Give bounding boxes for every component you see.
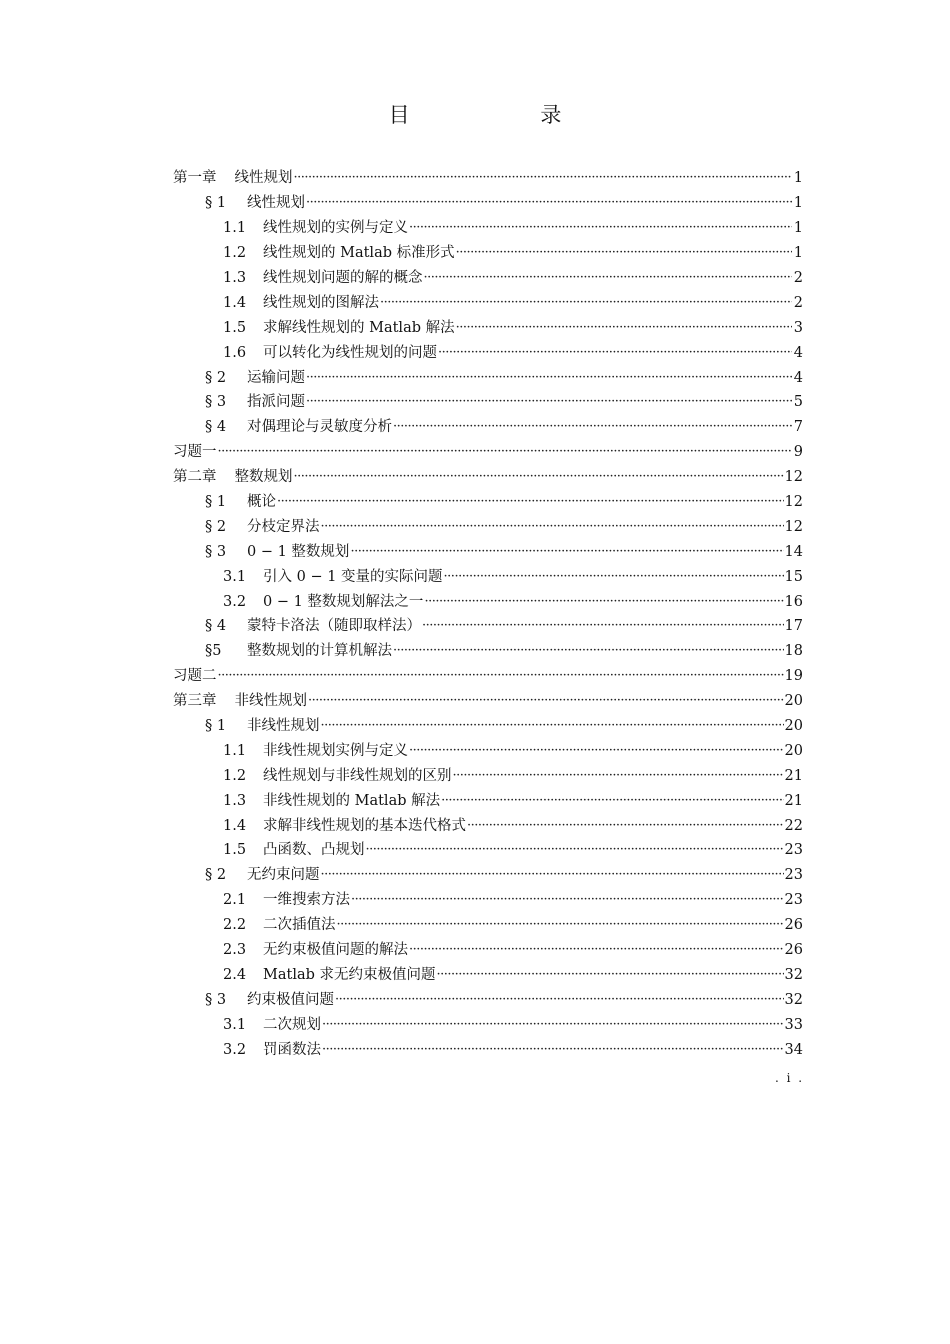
- toc-subsection-row[interactable]: [173, 938, 803, 963]
- toc-section-row[interactable]: [173, 191, 803, 216]
- dot-leader: [456, 319, 792, 337]
- toc-page-number: 20: [784, 742, 803, 759]
- toc-number: 3.2: [223, 1041, 247, 1058]
- toc-number: 1.1: [223, 220, 247, 237]
- dot-leader: [306, 369, 792, 387]
- toc-section-row[interactable]: [173, 714, 803, 739]
- dot-leader: [409, 941, 784, 959]
- toc-number: 第二章: [173, 469, 217, 486]
- toc-number: § 3: [205, 991, 227, 1008]
- toc-number: 1.3: [223, 270, 247, 286]
- toc-section-row[interactable]: [173, 415, 803, 440]
- toc-subsection-row[interactable]: [173, 216, 803, 241]
- toc-section-row[interactable]: [173, 365, 803, 390]
- dot-leader: [438, 344, 792, 362]
- toc-title: 分枝定界法: [247, 518, 320, 535]
- toc-title: 二次插值法: [263, 917, 336, 934]
- toc-number: § 2: [205, 867, 227, 884]
- dot-leader: [444, 568, 784, 586]
- toc-title: 习题一: [173, 444, 217, 461]
- toc-page-number: 33: [784, 1016, 803, 1033]
- dot-leader: [321, 717, 784, 735]
- toc-number: 1.3: [223, 792, 247, 809]
- dot-leader: [322, 1041, 784, 1059]
- toc-page-number: 23: [784, 892, 803, 909]
- toc-subsection-row[interactable]: [173, 838, 803, 863]
- toc-section-row[interactable]: [173, 539, 803, 564]
- toc-title: 习题二: [173, 668, 217, 685]
- page-title: 目 录: [388, 103, 624, 127]
- toc-subsection-row[interactable]: [173, 738, 803, 763]
- toc-number: § 2: [205, 518, 227, 535]
- toc-subsection-row[interactable]: [173, 913, 803, 938]
- toc-page-number: 23: [784, 867, 803, 884]
- toc-subsection-row[interactable]: [173, 1012, 803, 1037]
- toc-title: 求解非线性规划的基本迭代格式: [263, 817, 466, 834]
- toc-page-number: 20: [784, 718, 803, 735]
- dot-leader: [294, 468, 784, 486]
- toc-page-number: 17: [784, 618, 803, 635]
- toc-section-row[interactable]: [173, 390, 803, 415]
- dot-leader: [409, 219, 792, 237]
- toc-page-number: 26: [784, 917, 803, 934]
- toc-page-number: 22: [784, 817, 803, 834]
- toc-title: 0 − 1 整数规划解法之一: [263, 593, 424, 610]
- dot-leader: [366, 841, 784, 859]
- toc-page-number: 2: [793, 270, 803, 286]
- toc-title: 线性规划的 Matlab 标准形式: [263, 245, 455, 262]
- toc-subsection-row[interactable]: [173, 589, 803, 614]
- toc-number: 2.2: [223, 917, 247, 934]
- toc-section-row[interactable]: [173, 987, 803, 1012]
- toc-page-number: 34: [784, 1041, 803, 1058]
- toc-page-number: 23: [784, 842, 803, 859]
- toc-title: 约束极值问题: [247, 991, 334, 1008]
- toc-number: 1.2: [223, 767, 247, 784]
- toc-page-number: 7: [793, 419, 803, 436]
- toc-page-number: 1: [793, 195, 803, 212]
- dot-leader: [453, 767, 784, 785]
- toc-subsection-row[interactable]: [173, 788, 803, 813]
- toc-number: 1.2: [223, 245, 247, 262]
- toc-chapter-row[interactable]: [173, 166, 803, 191]
- dot-leader: [351, 891, 784, 909]
- toc-title: 非线性规划: [234, 693, 307, 710]
- toc-number: § 3: [205, 394, 227, 411]
- toc-section-row[interactable]: [173, 514, 803, 539]
- toc-subsection-row[interactable]: [173, 266, 803, 291]
- toc-section-row[interactable]: [173, 614, 803, 639]
- toc-page-number: 1: [793, 220, 803, 237]
- dot-leader: [437, 966, 784, 984]
- table-of-contents: [173, 166, 803, 1062]
- toc-subsection-row[interactable]: [173, 564, 803, 589]
- toc-subsection-row[interactable]: [173, 241, 803, 266]
- toc-chapter-row[interactable]: [173, 465, 803, 490]
- dot-leader: [409, 742, 784, 760]
- dot-leader: [337, 916, 784, 934]
- toc-number: 3.1: [223, 1016, 247, 1033]
- dot-leader: [322, 1016, 784, 1034]
- dot-leader: [424, 269, 793, 287]
- toc-title: 0 − 1 整数规划: [247, 543, 350, 560]
- toc-title: 线性规划: [234, 170, 293, 187]
- toc-title: 无约束问题: [247, 867, 320, 884]
- toc-number: 1.5: [223, 319, 247, 336]
- toc-page-number: 12: [784, 518, 803, 535]
- toc-page-number: 12: [784, 469, 803, 486]
- toc-title: 引入 0 − 1 变量的实际问题: [263, 568, 443, 585]
- toc-title: 指派问题: [247, 394, 305, 411]
- toc-number: § 1: [205, 718, 227, 735]
- toc-subsection-row[interactable]: [173, 1037, 803, 1062]
- toc-page-number: 16: [784, 593, 803, 610]
- dot-leader: [335, 991, 784, 1009]
- toc-title: 二次规划: [263, 1016, 321, 1033]
- toc-page-number: 4: [793, 344, 803, 361]
- toc-number: 1.6: [223, 344, 247, 361]
- toc-page-number: 18: [784, 643, 803, 660]
- toc-page-number: 1: [793, 170, 803, 187]
- toc-number: 1.4: [223, 817, 247, 834]
- toc-title: 线性规划: [247, 195, 305, 212]
- dot-leader: [422, 617, 784, 635]
- toc-title: 对偶理论与灵敏度分析: [247, 419, 392, 436]
- page-number-footer: . i .: [775, 1071, 805, 1085]
- toc-exercise-row[interactable]: [173, 440, 803, 465]
- toc-page-number: 21: [784, 767, 803, 784]
- toc-title: 求解线性规划的 Matlab 解法: [263, 319, 455, 336]
- dot-leader: [350, 543, 783, 561]
- toc-exercise-row[interactable]: [173, 664, 803, 689]
- toc-page-number: 5: [793, 394, 803, 411]
- dot-leader: [277, 493, 784, 511]
- toc-title: 线性规划的实例与定义: [263, 220, 408, 237]
- toc-subsection-row[interactable]: [173, 763, 803, 788]
- toc-page-number: 9: [793, 444, 803, 461]
- toc-page-number: 26: [784, 942, 803, 959]
- toc-title: 线性规划的图解法: [263, 294, 379, 311]
- toc-title: 线性规划与非线性规划的区别: [263, 767, 452, 784]
- toc-section-row[interactable]: [173, 490, 803, 515]
- toc-section-row[interactable]: [173, 863, 803, 888]
- toc-number: § 1: [205, 195, 227, 212]
- toc-number: § 4: [205, 618, 227, 635]
- toc-title: 非线性规划的 Matlab 解法: [263, 792, 441, 809]
- toc-number: § 1: [205, 494, 227, 511]
- toc-number: § 2: [205, 369, 227, 386]
- toc-number: 第三章: [173, 693, 217, 710]
- toc-subsection-row[interactable]: [173, 340, 803, 365]
- dot-leader: [393, 642, 784, 660]
- toc-title: 概论: [247, 494, 276, 511]
- toc-title: 整数规划: [234, 469, 293, 486]
- dot-leader: [393, 418, 792, 436]
- toc-page-number: 4: [793, 369, 803, 386]
- toc-title: 非线性规划实例与定义: [263, 742, 408, 759]
- toc-page-number: 21: [784, 792, 803, 809]
- toc-title: 无约束极值问题的解法: [263, 942, 408, 959]
- dot-leader: [306, 393, 792, 411]
- toc-page-number: 12: [784, 494, 803, 511]
- toc-title: Matlab 求无约束极值问题: [263, 966, 436, 983]
- toc-number: 3.1: [223, 568, 247, 585]
- dot-leader: [294, 169, 793, 187]
- toc-subsection-row[interactable]: [173, 813, 803, 838]
- toc-title: 一维搜索方法: [263, 892, 350, 909]
- toc-number: 1.1: [223, 742, 247, 759]
- toc-page-number: 32: [784, 991, 803, 1008]
- dot-leader: [441, 792, 783, 810]
- dot-leader: [306, 194, 792, 212]
- toc-page-number: 3: [793, 319, 803, 336]
- toc-page-number: 15: [784, 568, 803, 585]
- dot-leader: [456, 244, 792, 262]
- dot-leader: [321, 866, 784, 884]
- toc-title: 可以转化为线性规划的问题: [263, 344, 437, 361]
- toc-page-number: 1: [793, 245, 803, 262]
- dot-leader: [218, 667, 784, 685]
- toc-number: §5: [205, 643, 222, 660]
- toc-page-number: 20: [784, 693, 803, 710]
- toc-title: 蒙特卡洛法（随即取样法）: [247, 618, 421, 635]
- toc-number: 1.4: [223, 294, 247, 311]
- toc-title: 罚函数法: [263, 1041, 321, 1058]
- toc-subsection-row[interactable]: [173, 888, 803, 913]
- dot-leader: [308, 692, 784, 710]
- toc-page-number: 14: [784, 543, 803, 560]
- toc-number: § 4: [205, 419, 227, 436]
- toc-page-number: 19: [784, 668, 803, 685]
- toc-number: 2.4: [223, 966, 247, 983]
- toc-title: 整数规划的计算机解法: [247, 643, 392, 660]
- toc-number: 1.5: [223, 842, 247, 859]
- dot-leader: [467, 817, 784, 835]
- toc-title: 运输问题: [247, 369, 305, 386]
- toc-number: 2.3: [223, 942, 247, 959]
- toc-subsection-row[interactable]: [173, 963, 803, 988]
- dot-leader: [424, 593, 783, 611]
- toc-subsection-row[interactable]: [173, 315, 803, 340]
- toc-number: 2.1: [223, 892, 247, 909]
- toc-title: 非线性规划: [247, 718, 320, 735]
- toc-page-number: 32: [784, 966, 803, 983]
- toc-section-row[interactable]: [173, 639, 803, 664]
- toc-page-number: 2: [793, 294, 803, 311]
- dot-leader: [218, 443, 793, 461]
- toc-number: 第一章: [173, 170, 217, 187]
- toc-subsection-row[interactable]: [173, 290, 803, 315]
- dot-leader: [321, 518, 784, 536]
- toc-title: 线性规划问题的解的概念: [263, 270, 423, 286]
- toc-number: 3.2: [223, 593, 247, 610]
- toc-chapter-row[interactable]: [173, 689, 803, 714]
- toc-title: 凸函数、凸规划: [263, 842, 365, 859]
- dot-leader: [380, 294, 792, 312]
- toc-number: § 3: [205, 543, 227, 560]
